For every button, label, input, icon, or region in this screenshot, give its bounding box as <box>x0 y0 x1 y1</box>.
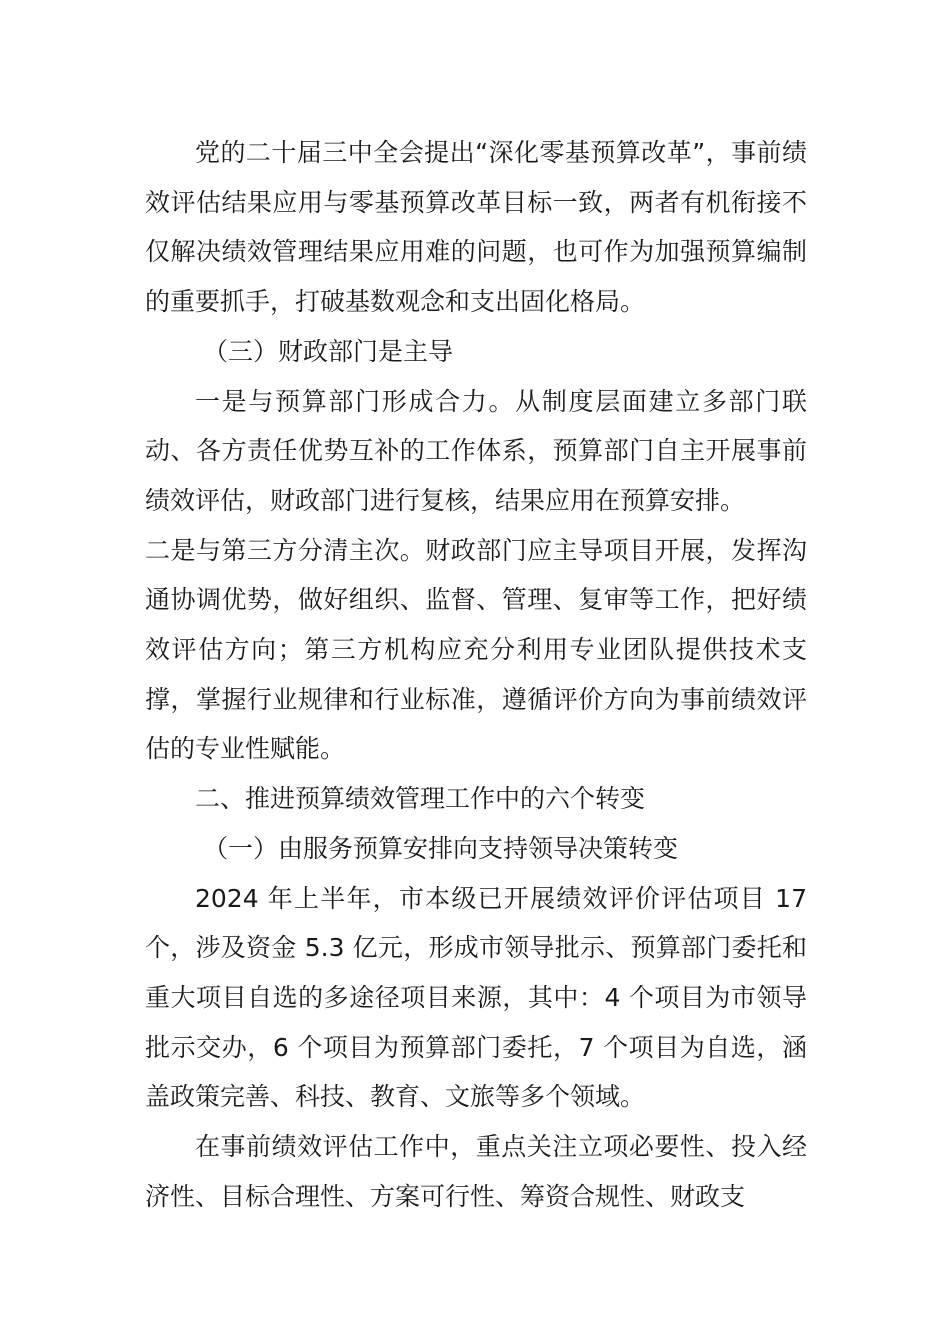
paragraph-point-two: 二是与第三方分清主次。财政部门应主导项目开展，发挥沟通协调优势，做好组织、监督、管理、复审等工作，把好绩效评估方向；第三方机构应充分利用专业团队提供技术支撑，掌握行业规律和行业标准，遵循评价方向为事前绩效评估的专业性赋能。 <box>145 535 807 764</box>
section-heading-shift-one: （一）由服务预算安排向支持领导决策转变 <box>203 833 679 863</box>
chapter-heading-six-shifts: 二、推进预算绩效管理工作中的六个转变 <box>195 784 646 814</box>
paragraph-pre-assessment-focus: 在事前绩效评估工作中，重点关注立项必要性、投入经济性、目标合理性、方案可行性、筹资合规性、财政支 <box>145 1132 807 1211</box>
section-heading-finance-lead: （三）财政部门是主导 <box>203 336 454 366</box>
document-body <box>145 128 807 1221</box>
paragraph-point-one: 一是与预算部门形成合力。从制度层面建立多部门联动、各方责任优势互补的工作体系，预算部门自主开展事前绩效评估，财政部门进行复核，结果应用在预算安排。 <box>145 386 807 515</box>
paragraph-zero-based-budget: 党的二十届三中全会提出“深化零基预算改革”，事前绩效评估结果应用与零基预算改革目标一致，两者有机衔接不仅解决绩效管理结果应用难的问题，也可作为加强预算编制的重要抓手，打破基数观念和支出固化格局。 <box>145 138 807 317</box>
paragraph-2024-projects: 2024 年上半年，市本级已开展绩效评价评估项目 17 个，涉及资金 5.3 亿元，形成市领导批示、预算部门委托和重大项目自选的多途径项目来源，其中：4 个项目为市领导批示交办，6 个项目为预算部门委托，7 个项目为自选，涵盖政策完善、科技、教育、文旅等多个领域。 <box>145 883 807 1112</box>
